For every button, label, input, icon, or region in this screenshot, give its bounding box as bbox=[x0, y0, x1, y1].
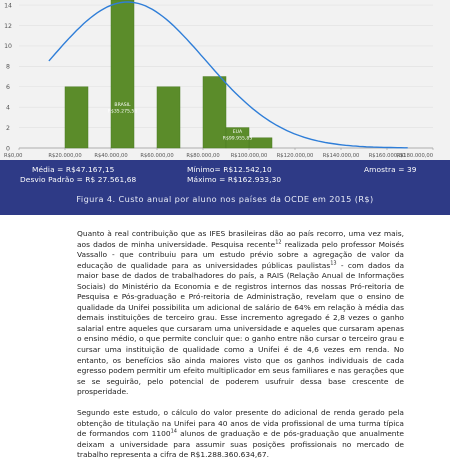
article-body bbox=[77, 229, 404, 461]
footnote-ref-12: 12 bbox=[275, 239, 282, 246]
bar-data-label: R$35.275,56 bbox=[107, 109, 138, 115]
x-tick-label: R$0,00 bbox=[4, 152, 23, 159]
paragraph-1-part-b: realizada pelo professor Moisés Vassallo - que contribuiu para um estudo prévio sobre a agregação de valor da educação de qualidade para as universidades públicas paulistas bbox=[77, 239, 404, 270]
y-tick-label: 0 bbox=[6, 145, 10, 153]
y-tick-label: 6 bbox=[6, 84, 10, 92]
paragraph-1-part-c: - com dados da maior base de dados de trabalhadores do país, a RAIS (Relação Anual de Informações Sociais) do Ministério da Economia e de registros internos das nossas Pró-reitoria de Pesquisa e Pós-graduação e Pró-reitoria de Administração, revelam que o ensino de qualidade da Unifei possibilita um adicional de salário de 64% em relação à média das demais instituições de terceiro grau. Esse incremento agregado é 2,8 vezes o ganho salarial entre aqueles que cursaram uma universidade e aqueles que cursaram apenas o ensino médio, o que permite concluir que: o ganho entre não cursar o terceiro grau e cursar uma instituição de qualidade como a Unifei é de 4,6 vezes em renda. No entanto, os benefícios são ainda maiores visto que os ganhos individuais de cada egresso podem permitir um efeito multiplicador em seus familiares e nas gerações que se se seguirão, pelo potencial de poderem usufruir dessa base crescente de prosperidade. bbox=[77, 260, 405, 397]
bar-data-label: BRASIL bbox=[114, 102, 131, 108]
histogram-chart bbox=[0, 0, 450, 190]
histogram-bar bbox=[249, 138, 272, 148]
paragraph-1-part-a: Quanto à real contribuição que as IFES brasileiras dão ao país recorro, uma vez mais, aos dados de minha universidade. Pesquisa recente bbox=[77, 229, 404, 249]
stat-max: Máximo = R$162.933,30 bbox=[187, 175, 282, 184]
histogram-bar bbox=[157, 87, 180, 148]
y-tick-label: 4 bbox=[6, 104, 10, 112]
x-tick-label: R$140.000,00 bbox=[322, 152, 360, 159]
paragraph-2-part-a: Segundo este estudo, o cálculo do valor presente do adicional de renda gerado pela obtenção de titulação na Unifei para 40 anos de vida profissional de uma turma típica de formandos com 1100 bbox=[77, 408, 404, 439]
paragraph-2 bbox=[77, 408, 404, 461]
paragraph-1 bbox=[77, 229, 404, 398]
stat-min: Mínimo= R$12.542,10 bbox=[187, 165, 272, 174]
figure-panel bbox=[0, 0, 450, 215]
stat-sample: Amostra = 39 bbox=[364, 165, 417, 174]
y-tick-label: 2 bbox=[6, 124, 10, 132]
figure-caption: Figura 4. Custo anual por aluno nos países da OCDE em 2015 (R$) bbox=[76, 194, 374, 204]
bar-data-label: R$99.955,83 bbox=[222, 136, 253, 142]
histogram-bar bbox=[111, 0, 134, 148]
x-tick-label: R$160.000,00 bbox=[368, 152, 406, 159]
histogram-bar bbox=[65, 87, 88, 148]
footnote-ref-14: 14 bbox=[170, 428, 177, 435]
x-tick-label: R$100.000,00 bbox=[230, 152, 268, 159]
y-tick-label: 10 bbox=[4, 43, 12, 51]
y-tick-label: 14 bbox=[4, 2, 12, 10]
bar-data-label: EUA bbox=[232, 130, 243, 136]
x-tick-label: R$80.000,00 bbox=[186, 152, 220, 159]
paragraph-2-part-b: alunos de graduação e de pós-graduação que anualmente deixam a universidade para assumir suas posições profissionais no mercado de trabalho representa a cifra de R$1.288.360.634,67. bbox=[77, 429, 404, 460]
x-tick-label: R$40.000,00 bbox=[94, 152, 128, 159]
y-tick-label: 8 bbox=[6, 63, 10, 71]
x-tick-label: R$120.000,00 bbox=[276, 152, 314, 159]
stat-stddev: Desvio Padrão = R$ 27.561,68 bbox=[20, 175, 137, 184]
x-tick-label: R$180.000,00 bbox=[396, 152, 433, 159]
footnote-ref-13: 13 bbox=[330, 260, 337, 267]
stat-mean: Média = R$47.167,15 bbox=[32, 165, 115, 174]
y-tick-label: 12 bbox=[4, 22, 12, 30]
x-tick-label: R$60.000,00 bbox=[140, 152, 174, 159]
x-tick-label: R$20.000,00 bbox=[48, 152, 82, 159]
